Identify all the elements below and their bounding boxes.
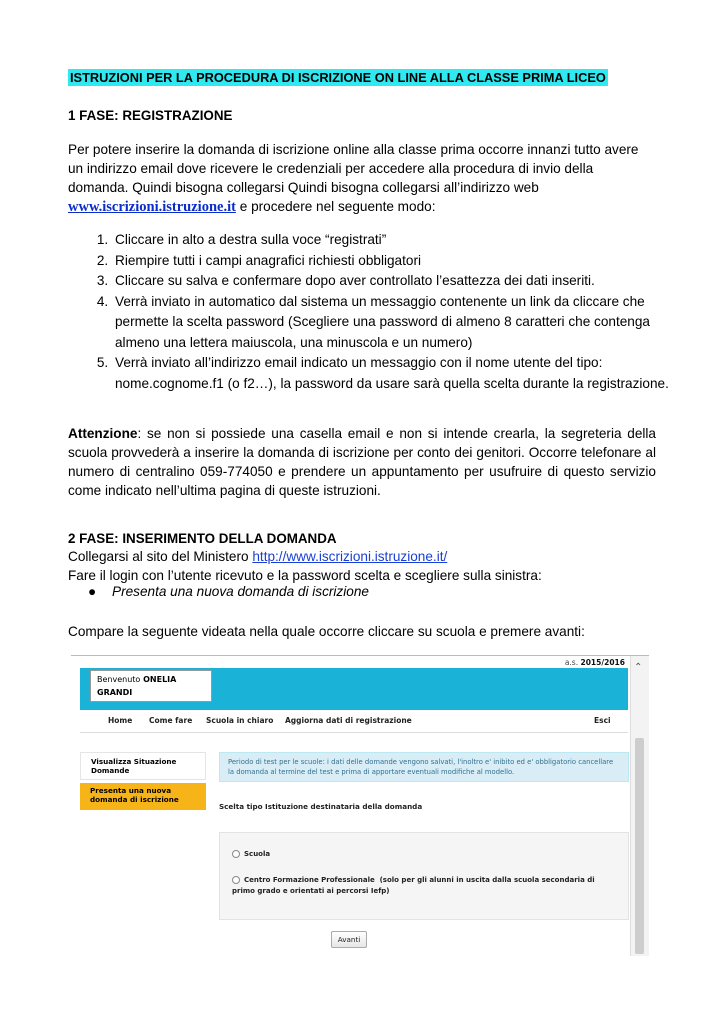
list-item: 4. Verrà inviato in automatico dal sistema un messaggio contenente un link da cliccare che permette la scelta password (Scegliere una password di almeno 8 caratteri che contenga almeno una lettera maiuscola, una minuscola e un numero) [112, 292, 682, 354]
list-item: 2. Riempire tutti i campi anagrafici richiesti obbligatori [112, 251, 682, 272]
embedded-screenshot [71, 655, 649, 956]
nav-home[interactable]: Home [108, 716, 133, 725]
iscrizioni-web-link[interactable]: www.iscrizioni.istruzione.it [68, 199, 236, 215]
registration-steps [90, 230, 682, 394]
nav-esci[interactable]: Esci [594, 716, 611, 725]
bullet-icon: ● [88, 584, 97, 599]
phase2-line2: Fare il login con l’utente ricevuto e la password scelta e scegliere sulla sinistra: [68, 568, 542, 583]
radio-scuola[interactable] [232, 850, 240, 858]
bullet-item: ● Presenta una nuova domanda di iscrizione [88, 584, 369, 599]
avanti-button[interactable]: Avanti [331, 931, 367, 948]
attention-label: Attenzione [68, 426, 138, 441]
welcome-box: Benvenuto ONELIA GRANDI [90, 670, 212, 702]
phase1-intro: Per potere inserire la domanda di iscrizione online alla classe prima occorre innanzi tutto avere un indirizzo email dove ricevere le credenziali per accedere alla procedura di invio della domanda. Quindi bisogna collegarsi Quindi bisogna collegarsi all’indirizzo web www.iscrizioni.istruzione.it e procedere nel seguente modo: [68, 142, 639, 215]
nav-aggiorna-dati[interactable]: Aggiorna dati di registrazione [285, 716, 412, 725]
scrollbar-thumb[interactable] [635, 738, 644, 954]
top-nav [80, 710, 628, 733]
document-title: ISTRUZIONI PER LA PROCEDURA DI ISCRIZIONE ON LINE ALLA CLASSE PRIMA LICEO [70, 70, 606, 85]
nav-come-fare[interactable]: Come fare [149, 716, 193, 725]
sidebar-item-visualizza[interactable]: Visualizza Situazione Domande [80, 752, 206, 780]
phase2-line1: Collegarsi al sito del Ministero http://www.iscrizioni.istruzione.it/ [68, 549, 448, 564]
list-item: 3. Cliccare su salva e confermare dopo aver controllato l’esattezza dei dati inseriti. [112, 271, 682, 292]
list-item: 5. Verrà inviato all’indirizzo email indicato un messaggio con il nome utente del tipo: nome.cognome.f1 (o f2…), la password da usare sarà quella scelta durante la registrazione. [112, 353, 682, 394]
scrollbar[interactable] [630, 656, 649, 956]
phase2-heading: 2 FASE: INSERIMENTO DELLA DOMANDA [68, 531, 337, 546]
nav-scuola-in-chiaro[interactable]: Scuola in chiaro [206, 716, 274, 725]
sidebar-item-presenta[interactable]: Presenta una nuova domanda di iscrizione [80, 783, 206, 810]
phase1-heading: 1 FASE: REGISTRAZIONE [68, 108, 233, 123]
choose-title: Scelta tipo Istituzione destinataria della domanda [219, 802, 423, 811]
attention-paragraph: Attenzione: se non si possiede una casella email e non si intende crearla, la segreteria della scuola provvederà a inserire la domanda di iscrizione per conto dei genitori. Occorre telefonare al numero di centralino 059-774050 e prendere un appuntamento per usufruire di questo servizio come indicato nell’ultima pagina di queste istruzioni. [68, 426, 656, 498]
test-notice: Periodo di test per le scuole: i dati delle domande vengono salvati, l'inoltro e' inibito ed e' obbligatorio cancellare la domanda al termine del test e prima di apportare eventuali modifiche al modello. [219, 752, 629, 782]
ministero-link[interactable]: http://www.iscrizioni.istruzione.it/ [252, 549, 448, 564]
option-centro-formazione[interactable]: Centro Formazione Professionale (solo per gli alunni in uscita dalla scuola secondaria di primo grado e orientati ai percorsi Iefp) [232, 876, 595, 895]
chevron-up-icon[interactable]: ⌃ [634, 662, 643, 673]
school-year: a.s. 2015/2016 [564, 658, 625, 667]
radio-centro-formazione[interactable] [232, 876, 240, 884]
option-scuola[interactable]: Scuola [232, 849, 270, 860]
phase2-line3: Compare la seguente videata nella quale occorre cliccare su scuola e premere avanti: [68, 624, 585, 639]
list-item: 1. Cliccare in alto a destra sulla voce “registrati” [112, 230, 682, 251]
options-box [219, 832, 629, 920]
